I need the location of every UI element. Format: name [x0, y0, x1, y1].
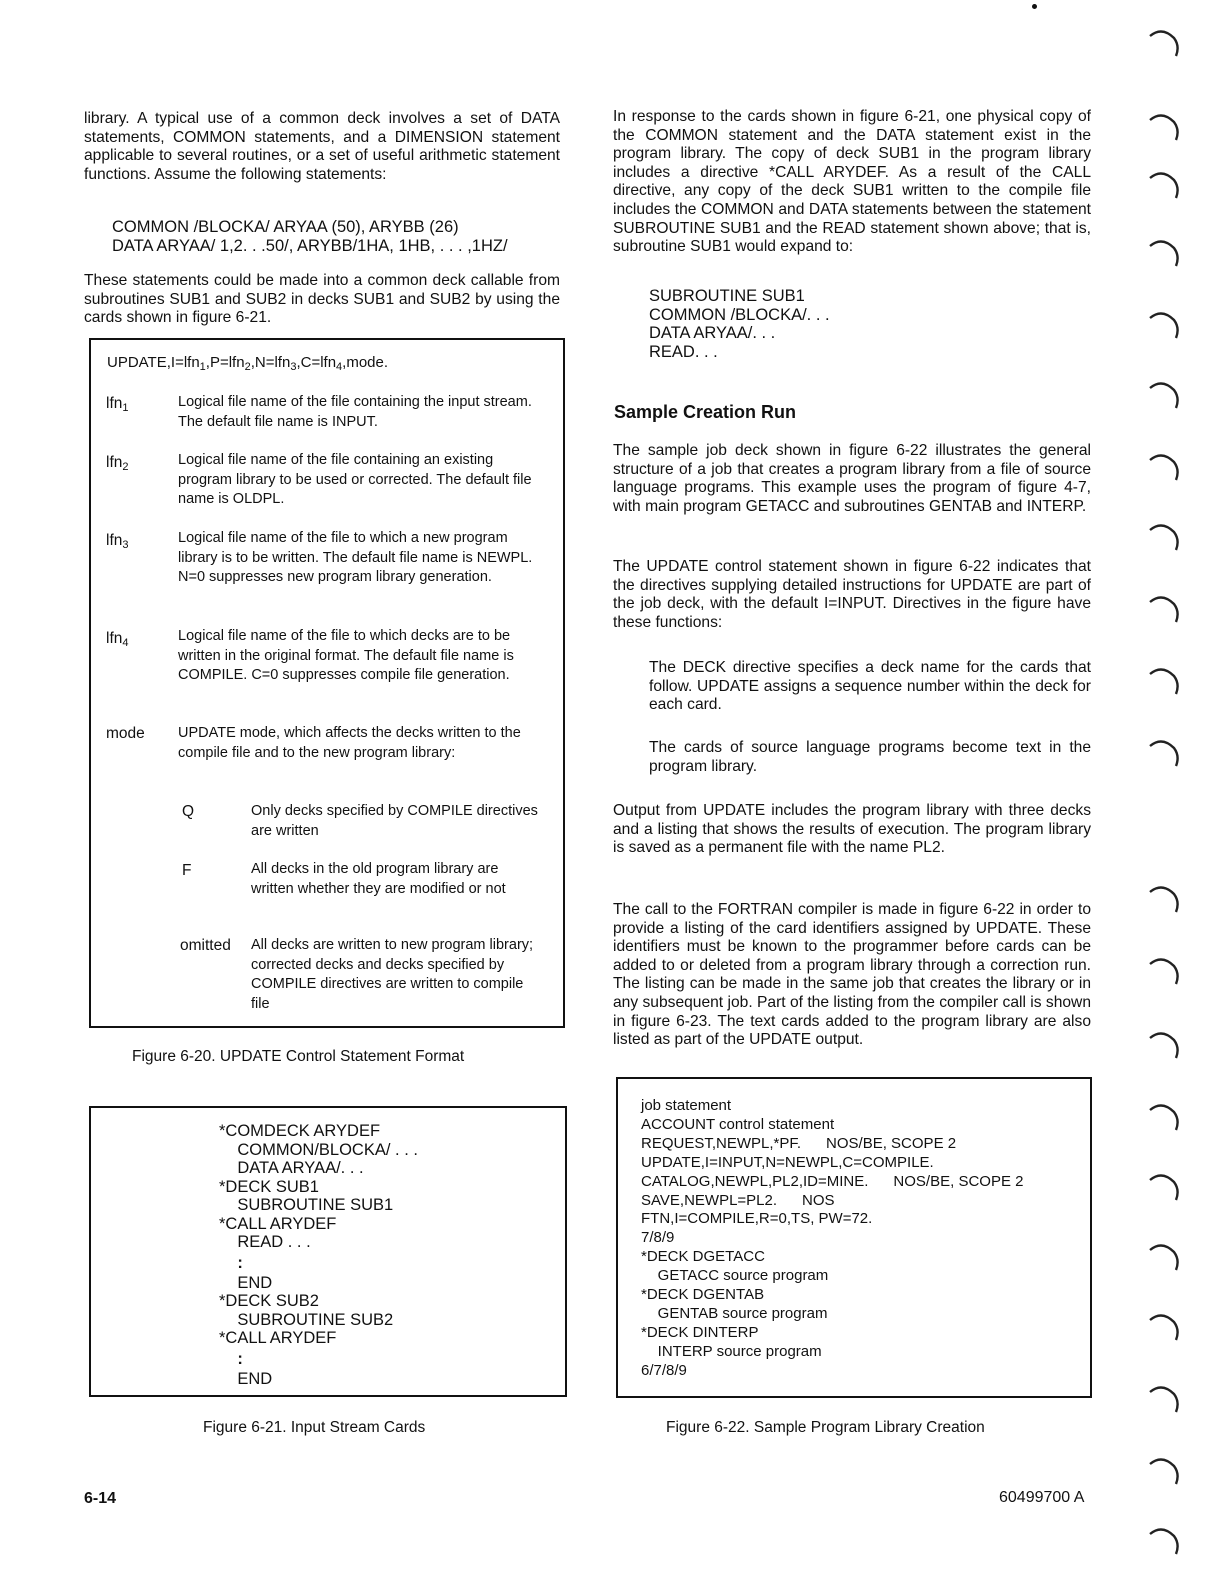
section-heading: Sample Creation Run: [614, 402, 797, 422]
right-para-6: Output from UPDATE includes the program library with three decks and a listing that shows the results of execution. The program library is saved as a permanent file with the name PL2.: [613, 802, 1091, 857]
job-line: GETACC source program: [641, 1267, 829, 1285]
binder-hole-mark: [1148, 956, 1180, 986]
binder-hole-mark: [1148, 310, 1180, 340]
card-line: *CALL ARYDEF: [219, 1329, 337, 1347]
figure-6-20-box: [89, 338, 565, 1028]
figure-6-21-box: [89, 1106, 567, 1397]
binder-hole-mark: [1148, 884, 1180, 914]
figure-6-22-box: [616, 1077, 1092, 1398]
format-part: ,N=lfn: [250, 354, 291, 371]
job-line: REQUEST,NEWPL,*PF. NOS/BE, SCOPE 2: [641, 1134, 957, 1152]
binder-hole-mark: [1148, 28, 1180, 58]
speck-dot: [1032, 4, 1037, 9]
left-para-1: library. A typical use of a common deck involves a set of DATA statements, COMMON statements, and a DIMENSION statement applicable to several routines, or a set of useful arithmetic statement functions. Assume the following statements:: [84, 110, 560, 183]
binder-hole-mark: [1148, 452, 1180, 482]
update-format-line: [107, 354, 388, 371]
right-para-5: The cards of source language programs become text in the program library.: [649, 739, 1091, 775]
right-para-1: In response to the cards shown in figure 6-21, one physical copy of the COMMON statement and the DATA statement exist in the program library. The copy of deck SUB1 in the program library includes a directive *CALL ARYDEF. As a result of the CALL directive, any copy of the deck SUB1 written to the compile file includes the COMMON and DATA statements between the statement SUBROUTINE SUB1 and the READ statement shown above; that is, subroutine SUB1 would expand to:: [613, 108, 1091, 256]
job-line: *DECK DGETACC: [641, 1248, 765, 1266]
binder-hole-mark: [1148, 170, 1180, 200]
common-data-code: [112, 218, 572, 255]
job-line: *DECK DINTERP: [641, 1323, 759, 1341]
def-term-lfn1: lfn1: [106, 395, 129, 414]
left-para-2: These statements could be made into a common deck callable from subroutines SUB1 and SUB2 in decks SUB1 and SUB2 by using the cards shown in figure 6-21.: [84, 272, 560, 327]
job-deck-listing: [641, 1097, 1023, 1381]
binder-hole-mark: [1148, 1242, 1180, 1272]
def-desc-lfn4: Logical file name of the file to which decks are to be written in the original format. The default file name is COMPILE. C=0 suppresses compile file generation.: [178, 628, 514, 684]
code-line: SUBROUTINE SUB1: [649, 287, 805, 305]
job-line: UPDATE,I=INPUT,N=NEWPL,C=COMPILE.: [641, 1153, 934, 1171]
job-line: 6/7/8/9: [641, 1361, 687, 1379]
job-line: INTERP source program: [641, 1342, 822, 1360]
job-line: *DECK DGENTAB: [641, 1286, 765, 1304]
def-desc-lfn2: Logical file name of the file containing an existing program library to be used or corrected. The default file name is OLDPL.: [178, 452, 532, 508]
card-line: :: [219, 1349, 243, 1368]
code-line: COMMON /BLOCKA/. . .: [649, 305, 830, 324]
mode-desc-q: Only decks specified by COMPILE directives are written: [251, 803, 538, 839]
binder-hole-mark: [1148, 738, 1180, 768]
card-line: *DECK SUB1: [219, 1177, 319, 1196]
code-line: DATA ARYAA/ 1,2. . .50/, ARYBB/1HA, 1HB, . . . ,1HZ/: [112, 236, 508, 255]
def-desc-lfn3: Logical file name of the file to which a new program library is to be written. The default file name is NEWPL. N=0 suppresses new program library generation.: [178, 530, 533, 586]
job-line: ACCOUNT control statement: [641, 1115, 835, 1133]
binder-hole-mark: [1148, 666, 1180, 696]
format-part: ,P=lfn: [205, 354, 245, 371]
binder-hole-mark: [1148, 1456, 1180, 1486]
card-line: COMMON/BLOCKA/ . . .: [219, 1140, 418, 1159]
format-part: ,mode.: [342, 354, 389, 371]
def-term-mode: mode: [106, 725, 145, 742]
mode-desc-f: All decks in the old program library are written whether they are modified or not: [251, 861, 506, 897]
format-sub: 1: [199, 361, 206, 373]
right-para-4: The DECK directive specifies a deck name for the cards that follow. UPDATE assigns a sequence number within the deck for each card.: [649, 659, 1091, 714]
binder-hole-mark: [1148, 522, 1180, 552]
figure-6-20-caption: Figure 6-20. UPDATE Control Statement Format: [132, 1048, 465, 1065]
binder-hole-mark: [1148, 1102, 1180, 1132]
format-part: UPDATE,I=lfn: [107, 354, 200, 371]
binder-hole-mark: [1148, 112, 1180, 142]
card-line: :: [219, 1253, 243, 1272]
binder-hole-mark: [1148, 380, 1180, 410]
mode-desc-omitted: All decks are written to new program library; corrected decks and decks specified by COMPILE directives are written to compile file: [251, 937, 534, 1012]
code-line: COMMON /BLOCKA/ ARYAA (50), ARYBB (26): [112, 218, 459, 236]
code-line: READ. . .: [649, 342, 718, 361]
document-number: 60499700 A: [999, 1489, 1085, 1506]
job-line: GENTAB source program: [641, 1304, 828, 1322]
right-para-3: The UPDATE control statement shown in figure 6-22 indicates that the directives supplying detailed instructions for UPDATE are part of the job deck, with the default I=INPUT. Directives in the figure have these functions:: [613, 558, 1091, 631]
def-desc-mode: UPDATE mode, which affects the decks written to the compile file and to the new program library:: [178, 725, 521, 761]
format-sub: 3: [290, 361, 297, 373]
page-number: 6-14: [84, 1490, 117, 1507]
def-term-lfn2: lfn2: [106, 454, 129, 473]
right-para-7: The call to the FORTRAN compiler is made in figure 6-22 in order to provide a listing of the card identifiers assigned by UPDATE. These identifiers must be known to the programmer before cards can be added to or deleted from a program library through a correction run. The listing can be made in the same job that creates the library or in any subsequent job. Part of the listing from the compiler call is shown in figure 6-23. The text cards added to the program library are also listed as part of the UPDATE output.: [613, 901, 1091, 1049]
card-line: END: [219, 1273, 273, 1292]
binder-hole-mark: [1148, 1312, 1180, 1342]
binder-hole-mark: [1148, 1172, 1180, 1202]
card-line: SUBROUTINE SUB2: [219, 1310, 394, 1329]
def-desc-lfn1: Logical file name of the file containing the input stream. The default file name is INPUT.: [178, 394, 532, 430]
right-para-2: The sample job deck shown in figure 6-22 illustrates the general structure of a job that creates a program library from a file of source language programs. This example uses the program of figure 4-7, with main program GETACC and subroutines GENTAB and INTERP.: [613, 442, 1091, 515]
input-stream-cards: [219, 1122, 418, 1388]
mode-term-q: Q: [182, 803, 195, 820]
figure-6-22-caption: Figure 6-22. Sample Program Library Creation: [666, 1419, 985, 1436]
binder-hole-mark: [1148, 238, 1180, 268]
card-line: SUBROUTINE SUB1: [219, 1196, 394, 1214]
job-line: 7/8/9: [641, 1229, 675, 1247]
card-line: READ . . .: [219, 1233, 311, 1251]
def-term-lfn4: lfn4: [106, 630, 129, 649]
mode-term-f: F: [182, 862, 192, 879]
format-sub: 4: [336, 361, 343, 373]
code-line: DATA ARYAA/. . .: [649, 324, 776, 343]
mode-term-omitted: omitted: [180, 937, 231, 954]
card-line: *DECK SUB2: [219, 1292, 319, 1310]
job-line: SAVE,NEWPL=PL2. NOS: [641, 1191, 835, 1209]
job-line: FTN,I=COMPILE,R=0,TS, PW=72.: [641, 1210, 873, 1228]
card-line: END: [219, 1369, 273, 1388]
format-sub: 2: [244, 361, 251, 373]
card-line: *CALL ARYDEF: [219, 1214, 337, 1233]
binder-hole-mark: [1148, 594, 1180, 624]
job-line: CATALOG,NEWPL,PL2,ID=MINE. NOS/BE, SCOPE 2: [641, 1172, 1024, 1190]
binder-hole-mark: [1148, 1384, 1180, 1414]
def-term-lfn3: lfn3: [106, 532, 129, 551]
job-line: job statement: [641, 1097, 732, 1114]
card-line: DATA ARYAA/. . .: [219, 1159, 364, 1177]
binder-hole-mark: [1148, 1526, 1180, 1556]
format-part: ,C=lfn: [296, 354, 337, 371]
figure-6-21-caption: Figure 6-21. Input Stream Cards: [203, 1419, 426, 1436]
sub1-expansion-code: [649, 287, 830, 361]
card-line: *COMDECK ARYDEF: [219, 1122, 381, 1140]
binder-hole-mark: [1148, 1030, 1180, 1060]
